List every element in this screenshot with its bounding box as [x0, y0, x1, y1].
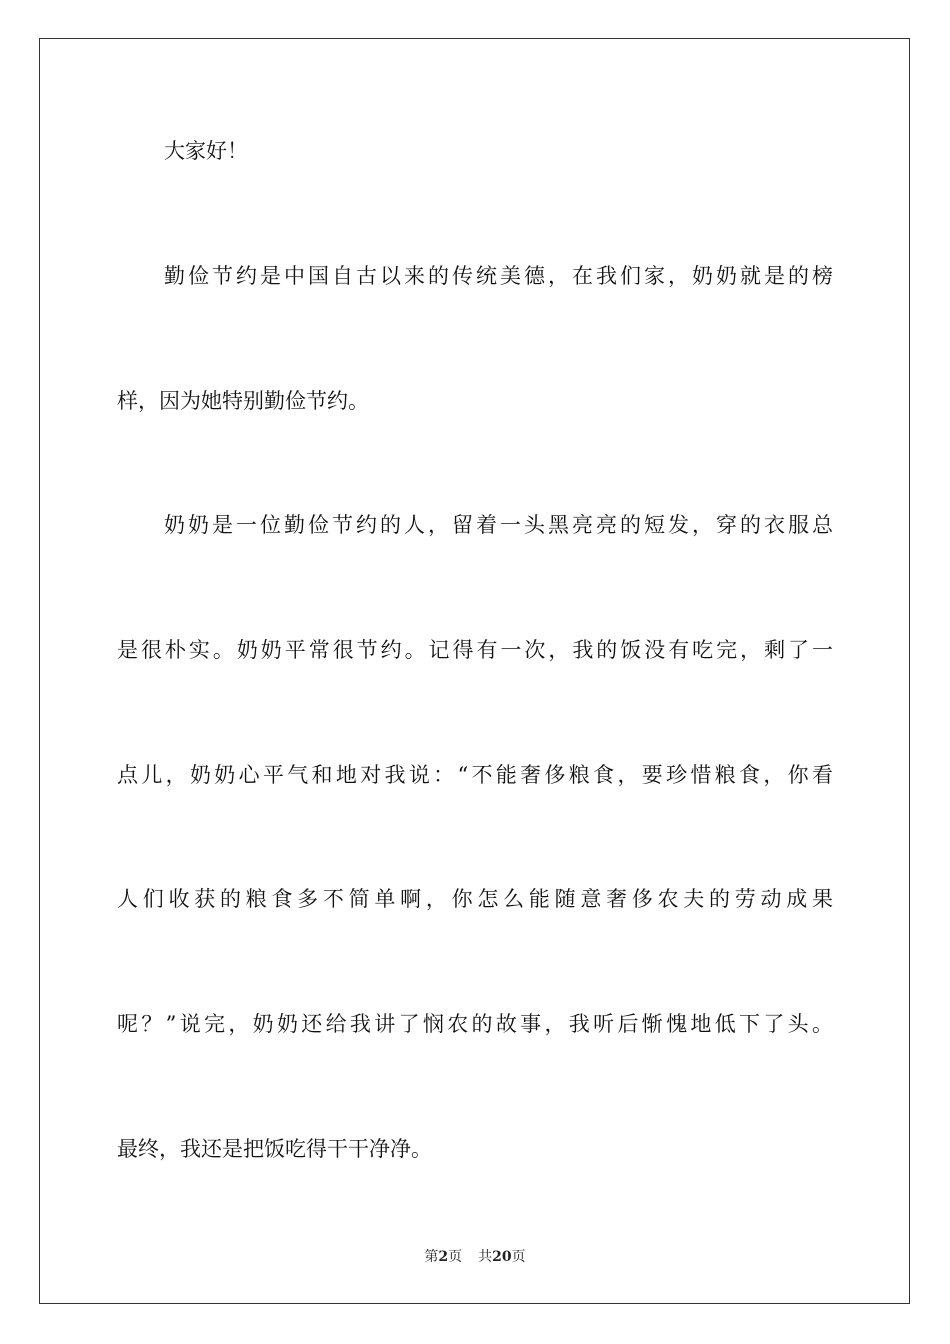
- paragraph-2-line-4: 人们收获的粮食多不简单啊，你怎么能随意奢侈农夫的劳动成果: [117, 887, 833, 911]
- greeting-line: 大家好！: [164, 139, 248, 163]
- page-footer: [0, 1248, 950, 1266]
- paragraph-2-line-5: 呢？”说完，奶奶还给我讲了悯农的故事，我听后惭愧地低下了头。: [117, 1012, 833, 1036]
- paragraph-2-line-6: 最终，我还是把饭吃得干干净净。: [117, 1137, 432, 1161]
- total-pages: 20: [492, 1249, 512, 1265]
- page-number: 2: [438, 1249, 449, 1265]
- paragraph-1-line-1: 勤俭节约是中国自古以来的传统美德，在我们家，奶奶就是的榜: [164, 264, 833, 288]
- paragraph-1-line-2: 样，因为她特别勤俭节约。: [117, 389, 369, 413]
- paragraph-2-line-1: 奶奶是一位勤俭节约的人，留着一头黑亮亮的短发，穿的衣服总: [164, 513, 833, 537]
- total-prefix: 共: [478, 1249, 493, 1265]
- paragraph-2-line-2: 是很朴实。奶奶平常很节约。记得有一次，我的饭没有吃完，剩了一: [117, 638, 833, 662]
- page-prefix: 第: [424, 1249, 439, 1265]
- page-suffix: 页: [448, 1249, 463, 1265]
- paragraph-2-line-3: 点儿，奶奶心平气和地对我说：“不能奢侈粮食，要珍惜粮食，你看: [117, 763, 833, 787]
- total-suffix: 页: [511, 1249, 526, 1265]
- page-frame: [39, 38, 910, 1304]
